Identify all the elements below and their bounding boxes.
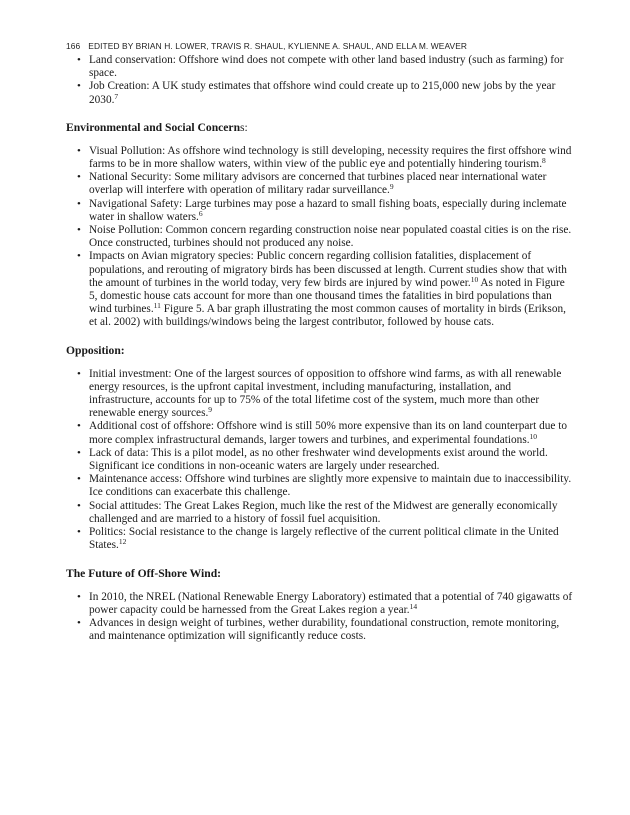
list-item: • Politics: Social resistance to the change is largely reflective of the current political climate in the United States.$^{12}$ bbox=[77, 526, 559, 552]
bullet-icon: • bbox=[77, 526, 81, 539]
page-number: 166 bbox=[66, 41, 81, 51]
list-item: • Additional cost of offshore: Offshore wind is still 50% more expensive than its on land counterpart due to more complex infrastructural demands, larger towers and turbines, and experimental foundations.$^{10}$ bbox=[77, 420, 568, 446]
bullet-icon: • bbox=[77, 197, 81, 210]
footnote-ref: 10 bbox=[529, 431, 538, 441]
bullet-icon: • bbox=[77, 446, 81, 459]
page-content bbox=[66, 54, 574, 643]
list-item: • Noise Pollution: Common concern regarding construction noise near populated coastal cities is on the rise. Once constructed, turbines should not produced any noise. bbox=[77, 224, 572, 250]
environmental-bullet-list bbox=[66, 145, 574, 330]
bullet-icon: • bbox=[77, 80, 81, 93]
list-item: • Impacts on Avian migratory species: Public concern regarding collision fatalities, displacement of populations, and rerouting of migratory birds has been discussed at length. Current studies show that with the amount of turbines in the world today, very few birds are injured by wind power.$^{10}$ As noted in Figure 5, domestic house cats account for more than one thousand times the fatalities in bird populations than wind turbines.$^{11}$ Figure 5. A bar graph illustrating the most common causes of mortality in birds (Erikson, et al. 2002) with buildings/windows being the largest contributor, followed by house cats. bbox=[77, 250, 567, 329]
bullet-icon: • bbox=[77, 499, 81, 512]
list-item: • In 2010, the NREL (National Renewable Energy Laboratory) estimated that a potential of 740 gigawatts of power capacity could be harnessed from the Great Lakes region a year.$^{14}$ bbox=[77, 590, 573, 616]
bullet-icon: • bbox=[77, 250, 81, 263]
footnote-ref: 9 bbox=[208, 405, 213, 415]
section-heading-environmental: Environmental and Social Concerns: bbox=[66, 120, 248, 134]
footnote-ref: 10 bbox=[470, 274, 479, 284]
opposition-bullet-list bbox=[66, 368, 574, 553]
footnote-ref: 9 bbox=[389, 182, 394, 192]
intro-bullet-list bbox=[66, 54, 574, 107]
list-item: • Social attitudes: The Great Lakes Region, much like the rest of the Midwest are generally economically challenged and are married to a history of fossil fuel acquisition. bbox=[77, 499, 558, 525]
bullet-icon: • bbox=[77, 420, 81, 433]
bullet-icon: • bbox=[77, 590, 81, 603]
footnote-ref: 8 bbox=[542, 156, 546, 166]
bullet-icon: • bbox=[77, 616, 81, 629]
list-item: • Navigational Safety: Large turbines may pose a hazard to small fishing boats, especially during inclemate water in shallow waters.$^6$ bbox=[77, 197, 567, 223]
bullet-icon: • bbox=[77, 367, 81, 380]
section-heading-future: The Future of Off-Shore Wind: bbox=[66, 566, 222, 580]
list-item: • Initial investment: One of the largest sources of opposition to offshore wind farms, as with all renewable energy resources, is the upfront capital investment, including manufacturing, installation, and infrastructure, accounts for up to 75% of the total lifetime cost of the system, much more than other renewable energy sources.$^9$ bbox=[77, 367, 562, 420]
list-item: • Advances in design weight of turbines, wether durability, foundational construction, remote monitoring, and maintenance optimization will significantly reduce costs. bbox=[77, 616, 560, 643]
list-item: • Job Creation: A UK study estimates that offshore wind could create up to 215,000 new jobs by the year 2030.$^7$ bbox=[77, 80, 556, 106]
footnote-ref: 7 bbox=[114, 91, 119, 101]
footnote-ref: 11 bbox=[153, 301, 161, 311]
bullet-icon: • bbox=[77, 224, 81, 237]
bullet-icon: • bbox=[77, 171, 81, 184]
list-item: • Lack of data: This is a pilot model, as no other freshwater wind developments exist around the world. Significant ice conditions in non-oceanic waters are largely under researched. bbox=[77, 446, 548, 473]
list-item: • Visual Pollution: As offshore wind technology is still developing, necessity requires the first offshore wind farms to be in more shallow waters, within view of the public eye and potentially hindering tourism.$^8$ bbox=[77, 144, 572, 171]
section-heading-opposition: Opposition: bbox=[66, 343, 125, 357]
bullet-icon: • bbox=[77, 54, 81, 66]
bullet-icon: • bbox=[77, 144, 81, 157]
bullet-icon: • bbox=[77, 473, 81, 486]
list-item: • National Security: Some military advisors are concerned that turbines placed near international water overlap will interfere with operation of military radar surveillance.$^9$ bbox=[77, 171, 547, 197]
footnote-ref: 6 bbox=[198, 208, 203, 218]
footnote-ref: 12 bbox=[118, 537, 127, 547]
running-head bbox=[66, 41, 586, 51]
list-item: • Maintenance access: Offshore wind turbines are slightly more expensive to maintain due to inaccessibility. Ice conditions can exacerbate this challenge. bbox=[77, 473, 572, 499]
future-bullet-list bbox=[66, 591, 574, 644]
running-head-editors: EDITED BY BRIAN H. LOWER, TRAVIS R. SHAUL, KYLIENNE A. SHAUL, AND ELLA M. WEAVER bbox=[88, 41, 468, 51]
footnote-ref: 14 bbox=[409, 601, 418, 611]
list-item: • Land conservation: Offshore wind does not compete with other land based industry (such as farming) for space. bbox=[77, 54, 564, 80]
